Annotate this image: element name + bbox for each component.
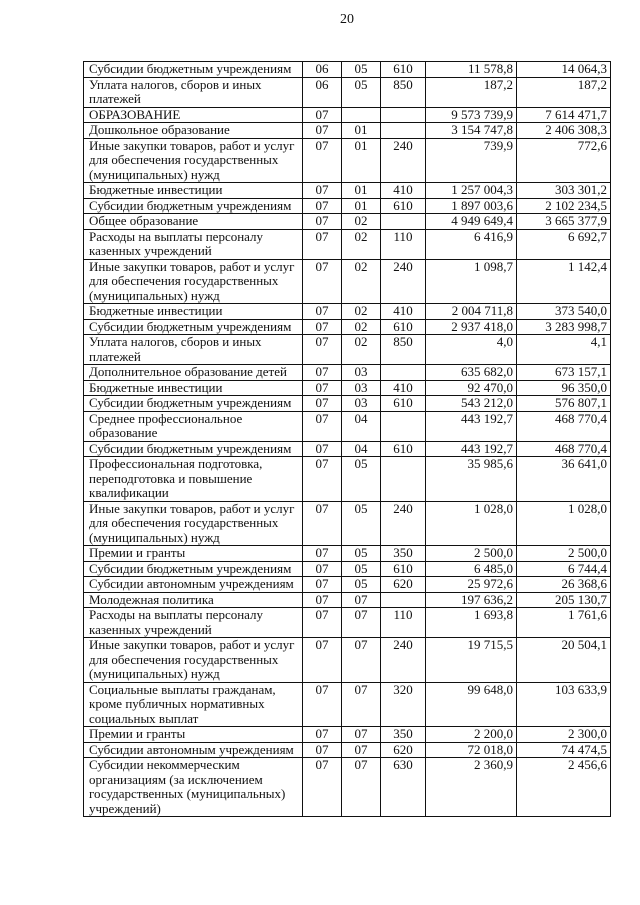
expense-type-code-cell: 850 [381,77,426,107]
subsection-code-cell: 07 [342,682,381,727]
table-row [84,592,611,608]
expense-type-code-cell: 410 [381,183,426,199]
amount-1-cell: 2 200,0 [426,727,517,743]
item-name-cell: Иные закупки товаров, работ и услуг для обеспечения государственных (муниципальных) нужд [84,259,303,304]
table-row [84,335,611,365]
amount-1-cell: 543 212,0 [426,396,517,412]
section-code-cell: 07 [303,123,342,139]
amount-2-cell: 6 744,4 [517,561,611,577]
expense-type-code-cell: 610 [381,198,426,214]
expense-type-code-cell: 240 [381,259,426,304]
item-name-cell: Премии и гранты [84,546,303,562]
amount-1-cell: 6 416,9 [426,229,517,259]
item-name-cell: Среднее профессиональное образование [84,411,303,441]
amount-2-cell: 468 770,4 [517,411,611,441]
amount-1-cell: 635 682,0 [426,365,517,381]
expense-type-code-cell [381,457,426,502]
section-code-cell: 07 [303,380,342,396]
expense-type-code-cell: 850 [381,335,426,365]
table-row [84,561,611,577]
amount-2-cell: 205 130,7 [517,592,611,608]
amount-1-cell: 72 018,0 [426,742,517,758]
amount-2-cell: 303 301,2 [517,183,611,199]
amount-2-cell: 103 633,9 [517,682,611,727]
subsection-code-cell: 01 [342,198,381,214]
subsection-code-cell: 01 [342,138,381,183]
section-code-cell: 07 [303,198,342,214]
table-row [84,214,611,230]
item-name-cell: Субсидии бюджетным учреждениям [84,198,303,214]
amount-1-cell: 11 578,8 [426,62,517,78]
expense-type-code-cell [381,411,426,441]
subsection-code-cell: 03 [342,380,381,396]
amount-1-cell: 9 573 739,9 [426,107,517,123]
item-name-cell: Общее образование [84,214,303,230]
expense-type-code-cell: 610 [381,561,426,577]
table-row [84,608,611,638]
table-row [84,727,611,743]
amount-2-cell: 3 283 998,7 [517,319,611,335]
table-row [84,682,611,727]
budget-table [83,61,611,817]
subsection-code-cell: 07 [342,592,381,608]
expense-type-code-cell: 240 [381,501,426,546]
table-row [84,742,611,758]
table-row [84,380,611,396]
table-row [84,411,611,441]
amount-1-cell: 2 937 418,0 [426,319,517,335]
amount-2-cell: 20 504,1 [517,638,611,683]
amount-1-cell: 1 098,7 [426,259,517,304]
subsection-code-cell: 07 [342,742,381,758]
section-code-cell: 07 [303,259,342,304]
item-name-cell: Профессиональная подготовка, переподготовка и повышение квалификации [84,457,303,502]
section-code-cell: 07 [303,727,342,743]
item-name-cell: Дополнительное образование детей [84,365,303,381]
amount-1-cell: 443 192,7 [426,441,517,457]
item-name-cell: Социальные выплаты гражданам, кроме публичных нормативных социальных выплат [84,682,303,727]
amount-2-cell: 1 028,0 [517,501,611,546]
expense-type-code-cell [381,214,426,230]
expense-type-code-cell: 610 [381,396,426,412]
table-row [84,198,611,214]
amount-1-cell: 443 192,7 [426,411,517,441]
section-code-cell: 07 [303,638,342,683]
amount-2-cell: 2 102 234,5 [517,198,611,214]
amount-2-cell: 7 614 471,7 [517,107,611,123]
expense-type-code-cell: 320 [381,682,426,727]
amount-2-cell: 2 406 308,3 [517,123,611,139]
expense-type-code-cell [381,107,426,123]
section-code-cell: 07 [303,396,342,412]
subsection-code-cell: 02 [342,214,381,230]
subsection-code-cell: 02 [342,335,381,365]
subsection-code-cell: 05 [342,77,381,107]
amount-2-cell: 576 807,1 [517,396,611,412]
section-code-cell: 07 [303,457,342,502]
table-row [84,304,611,320]
expense-type-code-cell: 240 [381,638,426,683]
subsection-code-cell: 05 [342,561,381,577]
expense-type-code-cell: 350 [381,546,426,562]
section-code-cell: 07 [303,608,342,638]
expense-type-code-cell: 620 [381,577,426,593]
item-name-cell: Премии и гранты [84,727,303,743]
item-name-cell: Уплата налогов, сборов и иных платежей [84,77,303,107]
table-row [84,62,611,78]
amount-2-cell: 673 157,1 [517,365,611,381]
table-row [84,77,611,107]
amount-2-cell: 96 350,0 [517,380,611,396]
section-code-cell: 07 [303,411,342,441]
table-row [84,758,611,817]
subsection-code-cell: 02 [342,304,381,320]
table-row [84,638,611,683]
item-name-cell: Иные закупки товаров, работ и услуг для обеспечения государственных (муниципальных) нужд [84,501,303,546]
amount-1-cell: 35 985,6 [426,457,517,502]
amount-2-cell: 6 692,7 [517,229,611,259]
subsection-code-cell: 07 [342,638,381,683]
section-code-cell: 07 [303,682,342,727]
subsection-code-cell: 07 [342,758,381,817]
amount-2-cell: 187,2 [517,77,611,107]
amount-2-cell: 26 368,6 [517,577,611,593]
section-code-cell: 07 [303,592,342,608]
expense-type-code-cell [381,123,426,139]
section-code-cell: 06 [303,62,342,78]
amount-1-cell: 197 636,2 [426,592,517,608]
section-code-cell: 06 [303,77,342,107]
amount-1-cell: 19 715,5 [426,638,517,683]
subsection-code-cell: 07 [342,608,381,638]
amount-1-cell: 2 004 711,8 [426,304,517,320]
section-code-cell: 07 [303,319,342,335]
amount-2-cell: 468 770,4 [517,441,611,457]
amount-1-cell: 1 028,0 [426,501,517,546]
table-row [84,319,611,335]
section-code-cell: 07 [303,758,342,817]
amount-2-cell: 4,1 [517,335,611,365]
amount-1-cell: 92 470,0 [426,380,517,396]
item-name-cell: Субсидии бюджетным учреждениям [84,62,303,78]
amount-1-cell: 25 972,6 [426,577,517,593]
amount-2-cell: 2 500,0 [517,546,611,562]
expense-type-code-cell: 630 [381,758,426,817]
table-row [84,123,611,139]
item-name-cell: Уплата налогов, сборов и иных платежей [84,335,303,365]
expense-type-code-cell: 350 [381,727,426,743]
expense-type-code-cell: 610 [381,319,426,335]
table-row [84,501,611,546]
amount-1-cell: 187,2 [426,77,517,107]
subsection-code-cell: 05 [342,501,381,546]
expense-type-code-cell: 410 [381,304,426,320]
section-code-cell: 07 [303,229,342,259]
section-code-cell: 07 [303,335,342,365]
section-code-cell: 07 [303,546,342,562]
section-code-cell: 07 [303,107,342,123]
table-row [84,183,611,199]
expense-type-code-cell: 610 [381,441,426,457]
expense-type-code-cell: 240 [381,138,426,183]
table-row [84,259,611,304]
item-name-cell: Субсидии некоммерческим организациям (за исключением государственных (муниципальных) учреждений) [84,758,303,817]
subsection-code-cell: 04 [342,411,381,441]
amount-1-cell: 3 154 747,8 [426,123,517,139]
section-code-cell: 07 [303,501,342,546]
amount-2-cell: 1 142,4 [517,259,611,304]
expense-type-code-cell: 110 [381,229,426,259]
amount-2-cell: 74 474,5 [517,742,611,758]
section-code-cell: 07 [303,365,342,381]
expense-type-code-cell [381,592,426,608]
expense-type-code-cell: 110 [381,608,426,638]
page-number: 20 [340,12,354,27]
item-name-cell: Субсидии автономным учреждениям [84,577,303,593]
subsection-code-cell: 02 [342,229,381,259]
amount-2-cell: 1 761,6 [517,608,611,638]
item-name-cell: Дошкольное образование [84,123,303,139]
subsection-code-cell: 07 [342,727,381,743]
amount-2-cell: 3 665 377,9 [517,214,611,230]
subsection-code-cell: 03 [342,365,381,381]
subsection-code-cell: 04 [342,441,381,457]
item-name-cell: Иные закупки товаров, работ и услуг для обеспечения государственных (муниципальных) нужд [84,638,303,683]
expense-type-code-cell [381,365,426,381]
item-name-cell: Субсидии автономным учреждениям [84,742,303,758]
amount-1-cell: 2 360,9 [426,758,517,817]
subsection-code-cell: 02 [342,319,381,335]
amount-2-cell: 2 300,0 [517,727,611,743]
section-code-cell: 07 [303,577,342,593]
subsection-code-cell: 05 [342,457,381,502]
item-name-cell: Бюджетные инвестиции [84,183,303,199]
subsection-code-cell: 01 [342,123,381,139]
section-code-cell: 07 [303,183,342,199]
amount-2-cell: 772,6 [517,138,611,183]
item-name-cell: Субсидии бюджетным учреждениям [84,396,303,412]
table-row [84,546,611,562]
table-row [84,138,611,183]
section-code-cell: 07 [303,304,342,320]
table-row [84,365,611,381]
amount-1-cell: 1 897 003,6 [426,198,517,214]
amount-1-cell: 1 693,8 [426,608,517,638]
amount-2-cell: 36 641,0 [517,457,611,502]
table-row [84,457,611,502]
amount-1-cell: 99 648,0 [426,682,517,727]
table-body [84,62,611,817]
amount-2-cell: 373 540,0 [517,304,611,320]
amount-2-cell: 14 064,3 [517,62,611,78]
subsection-code-cell: 02 [342,259,381,304]
table-row [84,441,611,457]
expense-type-code-cell: 410 [381,380,426,396]
subsection-code-cell: 05 [342,577,381,593]
amount-1-cell: 739,9 [426,138,517,183]
table-row [84,229,611,259]
table-row [84,396,611,412]
subsection-code-cell [342,107,381,123]
subsection-code-cell: 05 [342,546,381,562]
section-code-cell: 07 [303,742,342,758]
item-name-cell: Бюджетные инвестиции [84,304,303,320]
table-row [84,107,611,123]
section-code-cell: 07 [303,214,342,230]
section-code-cell: 07 [303,561,342,577]
item-name-cell: Молодежная политика [84,592,303,608]
expense-type-code-cell: 620 [381,742,426,758]
item-name-cell: ОБРАЗОВАНИЕ [84,107,303,123]
amount-1-cell: 2 500,0 [426,546,517,562]
item-name-cell: Иные закупки товаров, работ и услуг для обеспечения государственных (муниципальных) нужд [84,138,303,183]
item-name-cell: Бюджетные инвестиции [84,380,303,396]
subsection-code-cell: 05 [342,62,381,78]
item-name-cell: Субсидии бюджетным учреждениям [84,319,303,335]
amount-2-cell: 2 456,6 [517,758,611,817]
section-code-cell: 07 [303,441,342,457]
subsection-code-cell: 03 [342,396,381,412]
amount-1-cell: 1 257 004,3 [426,183,517,199]
item-name-cell: Расходы на выплаты персоналу казенных учреждений [84,229,303,259]
expense-type-code-cell: 610 [381,62,426,78]
section-code-cell: 07 [303,138,342,183]
amount-1-cell: 6 485,0 [426,561,517,577]
item-name-cell: Субсидии бюджетным учреждениям [84,441,303,457]
amount-1-cell: 4,0 [426,335,517,365]
amount-1-cell: 4 949 649,4 [426,214,517,230]
subsection-code-cell: 01 [342,183,381,199]
item-name-cell: Расходы на выплаты персоналу казенных учреждений [84,608,303,638]
table-row [84,577,611,593]
item-name-cell: Субсидии бюджетным учреждениям [84,561,303,577]
